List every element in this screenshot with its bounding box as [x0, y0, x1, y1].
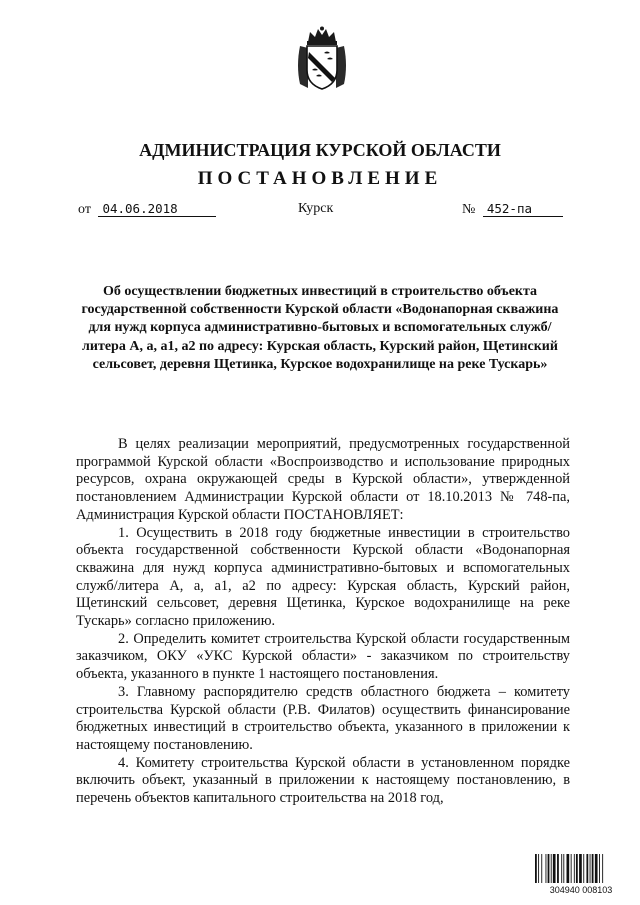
barcode-number: 304940 008103 [549, 885, 613, 895]
barcode-bar [561, 854, 562, 883]
date-prefix: от [78, 202, 91, 217]
document-date: 04.06.2018 [98, 201, 216, 217]
barcode-bar [592, 854, 594, 883]
barcode-bar [538, 854, 539, 883]
number-prefix: № [462, 202, 476, 217]
city: Курск [298, 201, 334, 216]
document-number: 452-па [483, 201, 563, 217]
document-type-heading: ПОСТАНОВЛЕНИЕ [197, 168, 443, 189]
barcode-bar [548, 854, 550, 883]
barcode-bar [551, 854, 552, 883]
barcode-bar [586, 854, 588, 883]
clause-3: 3. Главному распорядителю средств областного бюджета – комитету строительства Курской области (Р.В. Филатов) осуществить финансирование бюджетных инвестиций в строительство объекта, указанного в приложении к настоящему постановлению. [76, 683, 570, 753]
number-line [462, 201, 563, 218]
barcode-bar [590, 854, 591, 883]
barcode [533, 853, 629, 895]
barcode-bar [595, 854, 598, 883]
barcode-bar [583, 854, 584, 883]
barcode-bar [576, 854, 578, 883]
barcode-bar [553, 854, 556, 883]
barcode-bar [571, 854, 572, 883]
barcode-bar [541, 854, 542, 883]
preamble-paragraph: В целях реализации мероприятий, предусмотренных государственной программой Курской области «Воспроизводство и использование природных ресурсов, охрана окружающей среды в Курской области», утвержденной постановлением Администрации Курской области от 18.10.2013 № 748-па, Администрация Курской области ПОСТАНОВЛЯЕТ: [76, 436, 570, 523]
clause-4: 4. Комитету строительства Курской области в установленном порядке включить объект, указанный в приложении к настоящему постановлению, в перечень объектов капитального строительства на 2018 год, [76, 754, 570, 807]
barcode-bar [546, 854, 547, 883]
barcode-bar [557, 854, 559, 883]
barcode-bar [599, 854, 600, 883]
date-line [78, 201, 216, 218]
clause-1: 1. Осуществить в 2018 году бюджетные инвестиции в строительство объекта государственной собственности Курской области «Водонапорная скважина для нужд корпуса административно-бытовых и вспомогательных служб/литера А, а, а1, а2 по адресу: Курская область, Курский район, Щетинский сельсовет, деревня Щетинка, Курское водохранилище на реке Тускарь» согласно приложению. [76, 524, 570, 630]
coat-of-arms-emblem [294, 26, 350, 90]
document-body [76, 436, 570, 808]
document-title: Об осуществлении бюджетных инвестиций в строительство объекта государственной собственности Курской области «Водонапорная скважина для нужд корпуса административно-бытовых и вспомогательных служб/литера А, а, а1, а2 по адресу: Курская область, Курский район, Щетинский сельсовет, деревня Щетинка, Курское водохранилище на реке Тускарь» [81, 284, 559, 372]
organization-heading: АДМИНИСТРАЦИЯ КУРСКОЙ ОБЛАСТИ [139, 140, 501, 160]
barcode-bar [535, 854, 537, 883]
barcode-bar [567, 854, 570, 883]
barcode-bar [579, 854, 582, 883]
barcode-bar [574, 854, 575, 883]
barcode-bar [602, 854, 603, 883]
barcode-bar [563, 854, 564, 883]
clause-2: 2. Определить комитет строительства Курской области государственным заказчиком, ОКУ «УКС Курской области» - заказчиком по строительству объекта, указанного в пункте 1 настоящего постановления. [76, 630, 570, 683]
